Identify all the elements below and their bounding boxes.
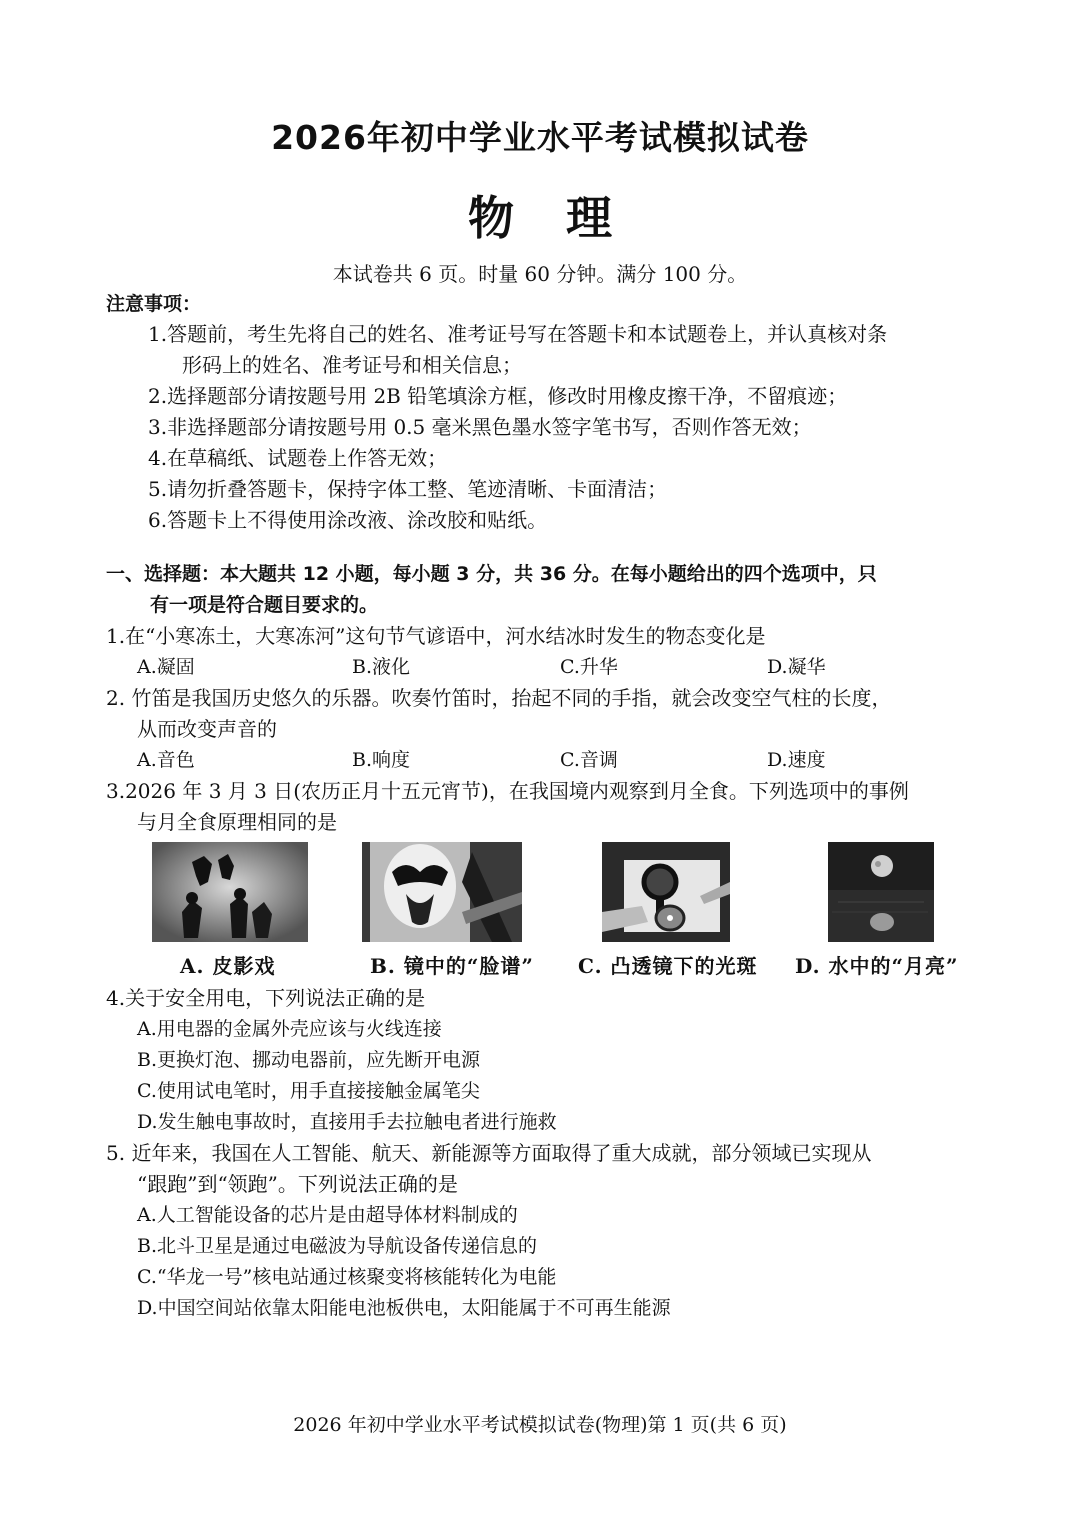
question-1-stem: 1.在“小寒冻土，大寒冻河”这句节气谚语中，河水结冰时发生的物态变化是	[106, 624, 766, 648]
question-2-stem-cont: 从而改变声音的	[137, 717, 277, 741]
note-item: 2.选择题部分请按题号用 2B 铅笔填涂方框，修改时用橡皮擦干净，不留痕迹；	[148, 384, 848, 408]
q4-option-c: C.使用试电笔时，用手直接接触金属笔尖	[137, 1080, 480, 1102]
figure-moon-reflection	[828, 842, 934, 942]
figure-shadow-puppetry	[152, 842, 308, 942]
q4-option-b: B.更换灯泡、挪动电器前，应先断开电源	[137, 1049, 481, 1071]
subject-char-1: 物	[468, 191, 514, 245]
question-5-stem: 5. 近年来，我国在人工智能、航天、新能源等方面取得了重大成就，部分领域已实现从	[106, 1141, 872, 1165]
convex-lens-image	[602, 842, 730, 942]
q5-option-b: B.北斗卫星是通过电磁波为导航设备传递信息的	[137, 1235, 538, 1257]
q5-option-c: C.“华龙一号”核电站通过核聚变将核能转化为电能	[137, 1266, 557, 1288]
q2-option-c: C.音调	[560, 749, 618, 771]
question-2-stem: 2. 竹笛是我国历史悠久的乐器。吹奏竹笛时，抬起不同的手指，就会改变空气柱的长度，	[106, 686, 892, 710]
note-item: 形码上的姓名、准考证号和相关信息；	[182, 353, 522, 377]
question-5-stem-cont: “跟跑”到“领跑”。下列说法正确的是	[137, 1172, 458, 1196]
q4-option-a: A.用电器的金属外壳应该与火线连接	[137, 1018, 442, 1040]
section-heading-cont: 有一项是符合题目要求的。	[150, 594, 379, 616]
note-item: 4.在草稿纸、试题卷上作答无效；	[148, 446, 448, 470]
figure-caption-c: C. 凸透镜下的光斑	[578, 954, 758, 978]
subject-title	[0, 182, 1080, 248]
note-item: 3.非选择题部分请按题号用 0.5 毫米黑色墨水签字笔书写，否则作答无效；	[148, 415, 812, 439]
figure-mirror-mask	[362, 842, 522, 942]
q2-option-d: D.速度	[767, 749, 826, 771]
note-item: 1.答题前，考生先将自己的姓名、准考证号写在答题卡和本试题卷上，并认真核对条	[148, 322, 888, 346]
question-4-stem: 4.关于安全用电，下列说法正确的是	[106, 986, 426, 1010]
shadow-puppetry-image	[152, 842, 308, 942]
question-3-stem-cont: 与月全食原理相同的是	[137, 810, 337, 834]
question-3-stem: 3.2026 年 3 月 3 日(农历正月十五元宵节)，在我国境内观察到月全食。下列选项中的事例	[106, 779, 909, 803]
figure-caption-b: B. 镜中的“脸谱”	[370, 954, 534, 978]
q1-option-c: C.升华	[560, 656, 618, 678]
figure-convex-lens	[602, 842, 730, 942]
figure-caption-a: A. 皮影戏	[180, 954, 276, 978]
section-heading: 一、选择题：本大题共 12 小题，每小题 3 分，共 36 分。在每小题给出的四个选项中，只	[106, 563, 877, 585]
exam-title: 2026年初中学业水平考试模拟试卷	[271, 118, 809, 157]
notes-heading: 注意事项：	[106, 293, 202, 315]
q1-option-a: A.凝固	[137, 656, 195, 678]
note-item: 6.答题卡上不得使用涂改液、涂改胶和贴纸。	[148, 508, 548, 532]
mirror-mask-image	[362, 842, 522, 942]
q5-option-d: D.中国空间站依靠太阳能电池板供电，太阳能属于不可再生能源	[137, 1297, 671, 1319]
exam-info: 本试卷共 6 页。时量 60 分钟。满分 100 分。	[332, 262, 748, 286]
note-item: 5.请勿折叠答题卡，保持字体工整、笔迹清晰、卡面清洁；	[148, 477, 668, 501]
page-footer: 2026 年初中学业水平考试模拟试卷(物理)第 1 页(共 6 页)	[293, 1414, 787, 1436]
q4-option-d: D.发生触电事故时，直接用手去拉触电者进行施救	[137, 1111, 557, 1133]
q2-option-a: A.音色	[137, 749, 195, 771]
q1-option-d: D.凝华	[767, 656, 826, 678]
q1-option-b: B.液化	[352, 656, 411, 678]
moon-reflection-image	[828, 842, 934, 942]
figure-caption-d: D. 水中的“月亮”	[795, 954, 959, 978]
q2-option-b: B.响度	[352, 749, 411, 771]
q5-option-a: A.人工智能设备的芯片是由超导体材料制成的	[137, 1204, 518, 1226]
subject-char-2: 理	[566, 191, 612, 245]
